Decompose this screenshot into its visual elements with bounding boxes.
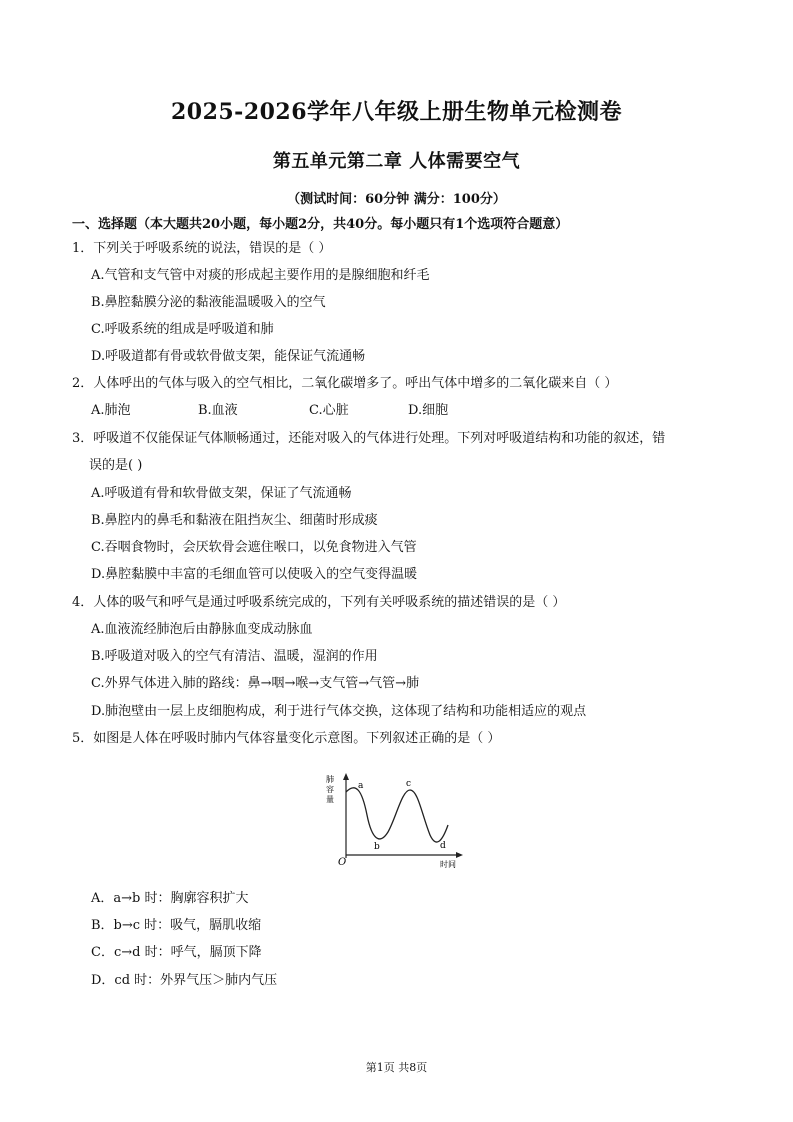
y-axis-label-3: 量: [326, 795, 334, 804]
question-1-option-b[interactable]: B.鼻腔黏膜分泌的黏液能温暖吸入的空气: [91, 295, 326, 310]
question-4-option-d[interactable]: D.肺泡壁由一层上皮细胞构成，利于进行气体交换，这体现了结构和功能相适应的观点: [91, 704, 587, 719]
exam-title: 2025-2026学年八年级上册生物单元检测卷: [170, 99, 623, 125]
question-3-option-c[interactable]: C.吞咽食物时，会厌软骨会遮住喉口，以免食物进入气管: [91, 540, 417, 555]
question-1-option-a[interactable]: A.气管和支气管中对痰的形成起主要作用的是腺细胞和纤毛: [91, 268, 430, 283]
question-1-stem: 1．下列关于呼吸系统的说法，错误的是（ ）: [72, 241, 332, 256]
question-2-option-c[interactable]: C.心脏: [309, 403, 349, 418]
question-1-option-c[interactable]: C.呼吸系统的组成是呼吸道和肺: [91, 322, 274, 337]
question-5-option-b[interactable]: B．b→c 时：吸气，膈肌收缩: [91, 918, 262, 933]
question-4-stem: 4．人体的吸气和呼气是通过呼吸系统完成的，下列有关呼吸系统的描述错误的是（ ）: [72, 595, 566, 610]
section-heading: 一、选择题（本大题共20小题，每小题2分，共40分。每小题只有1个选项符合题意）: [72, 217, 569, 232]
point-b-label: b: [374, 842, 380, 852]
y-axis-arrow: [343, 773, 349, 780]
question-3-stem: 3．呼吸道不仅能保证气体顺畅通过，还能对吸入的气体进行处理。下列对呼吸道结构和功能的叙述，错: [72, 431, 666, 446]
question-4-option-c[interactable]: C.外界气体进入肺的路线：鼻→咽→喉→支气管→气管→肺: [91, 676, 420, 691]
question-2-option-a[interactable]: A.肺泡: [91, 403, 131, 418]
question-3-stem-cont: 误的是( ): [89, 458, 143, 473]
question-5-option-c[interactable]: C．c→d 时：呼气，膈顶下降: [91, 945, 262, 960]
point-a-label: a: [358, 781, 364, 791]
point-d-label: d: [440, 841, 446, 851]
y-axis-label-2: 容: [326, 785, 334, 794]
x-axis-arrow: [456, 852, 463, 858]
question-5-option-a[interactable]: A．a→b 时：胸廓容积扩大: [91, 891, 249, 906]
x-axis-label: 时间: [440, 860, 456, 869]
exam-meta: （测试时间：60分钟 满分：100分）: [287, 192, 506, 207]
question-2-option-d[interactable]: D.细胞: [408, 403, 449, 418]
question-4-option-a[interactable]: A.血液流经肺泡后由静脉血变成动脉血: [91, 622, 313, 637]
question-4-option-b[interactable]: B.呼吸道对吸入的空气有清洁、温暖，湿润的作用: [91, 649, 378, 664]
question-2-stem: 2．人体呼出的气体与吸入的空气相比，二氧化碳增多了。呼出气体中增多的二氧化碳来自（ ）: [72, 376, 618, 391]
question-3-option-a[interactable]: A.呼吸道有骨和软骨做支架，保证了气流通畅: [91, 486, 352, 501]
volume-curve: [346, 788, 448, 842]
lung-volume-graph: [322, 770, 467, 870]
question-2-option-b[interactable]: B.血液: [198, 403, 238, 418]
question-3-option-b[interactable]: B.鼻腔内的鼻毛和黏液在阻挡灰尘、细菌时形成痰: [91, 513, 378, 528]
chapter-title: 第五单元第二章 人体需要空气: [272, 151, 521, 172]
question-5-stem: 5．如图是人体在呼吸时肺内气体容量变化示意图。下列叙述正确的是（ ）: [72, 731, 501, 746]
origin-label: O: [338, 857, 347, 868]
question-5-option-d[interactable]: D．cd 时：外界气压＞肺内气压: [91, 973, 278, 988]
point-c-label: c: [406, 779, 412, 789]
question-3-option-d[interactable]: D.鼻腔黏膜中丰富的毛细血管可以使吸入的空气变得温暖: [91, 567, 418, 582]
y-axis-label-1: 肺: [326, 775, 334, 784]
page-number: 第1页 共8页: [365, 1061, 428, 1074]
question-1-option-d[interactable]: D.呼吸道都有骨或软骨做支架，能保证气流通畅: [91, 349, 366, 364]
